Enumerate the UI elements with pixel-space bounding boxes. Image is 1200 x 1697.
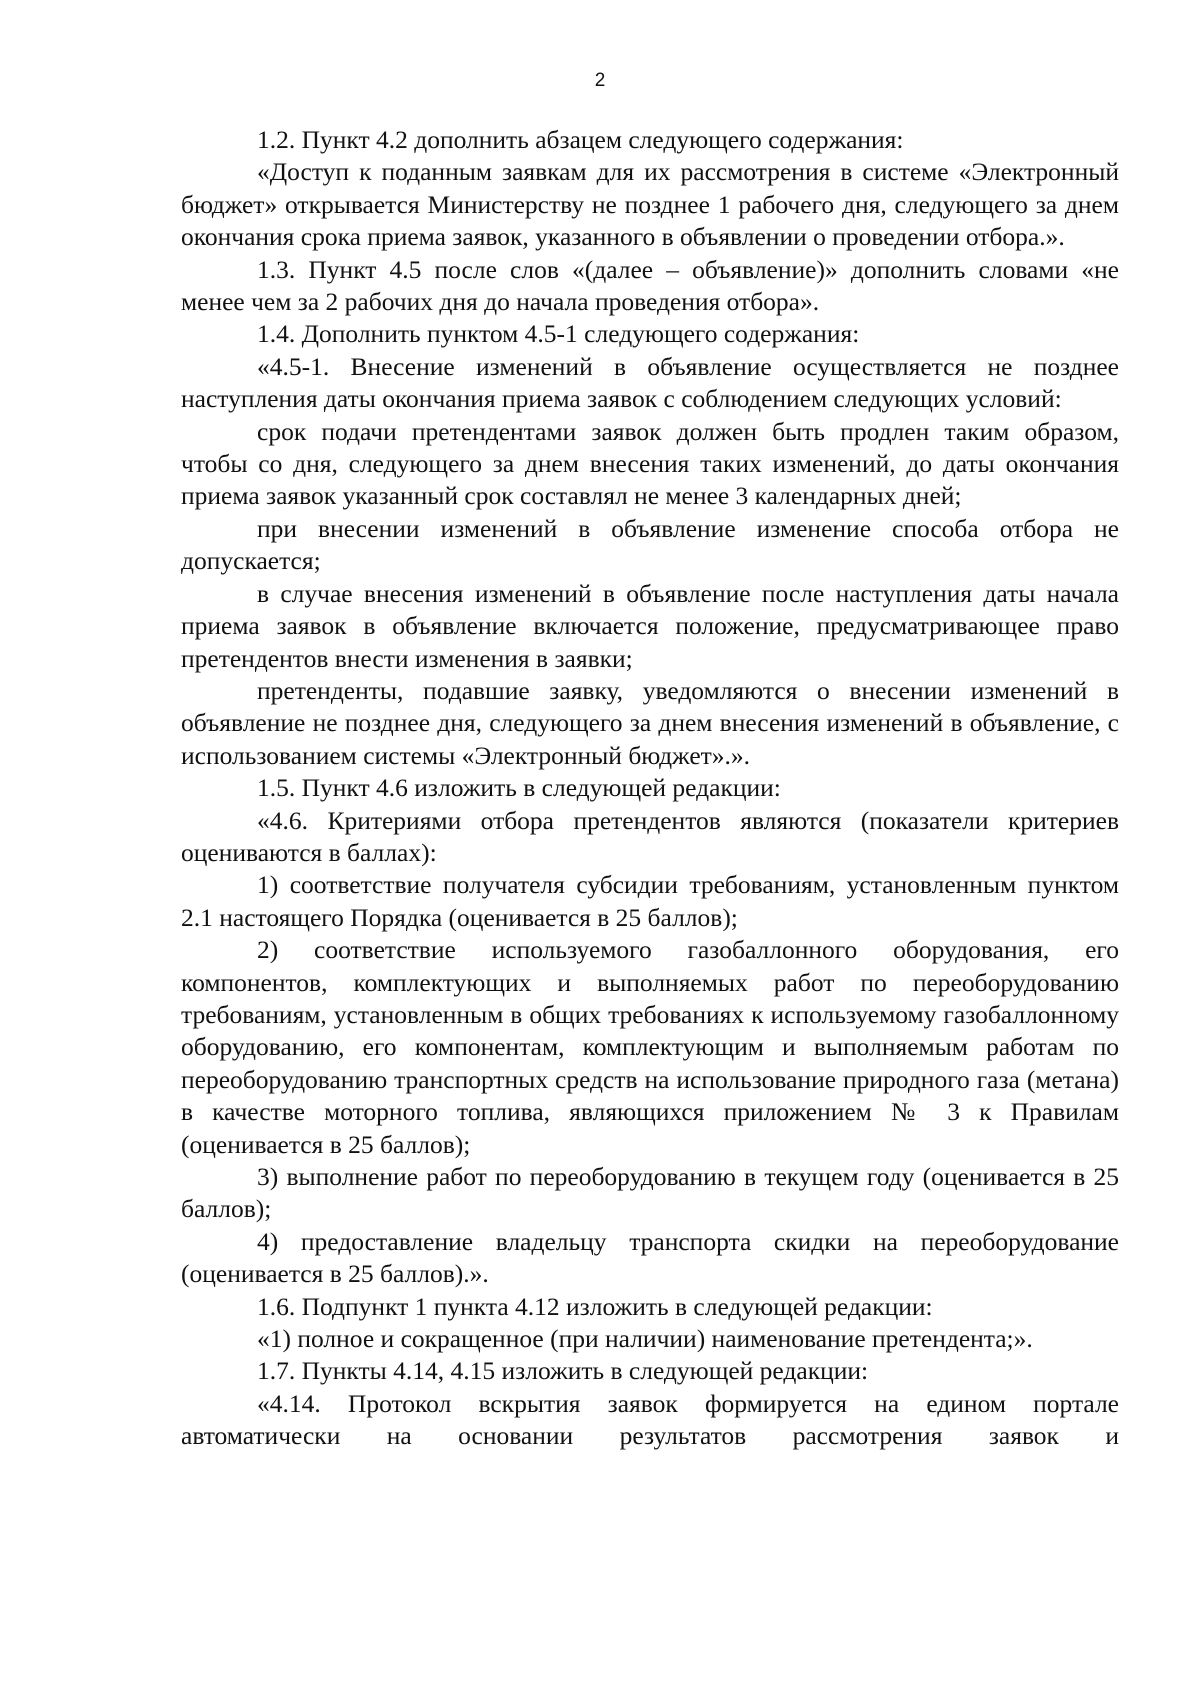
criterion-2: 2) соответствие используемого газобаллонного оборудования, его компонентов, комплектующих и выполняемых работ по переоборудованию требованиям, установленным в общих требованиях к используемому газобаллонному оборудованию, его компонентам, комплектующим и выполняемым работам по переоборудованию транспортных средств на использование природного газа (метана) в качестве моторного топлива, являющихся приложением № 3 к Правилам (оценивается в 25 баллов); [181, 935, 1119, 1159]
page-number: 2 [594, 70, 606, 91]
paragraph-1-6: 1.6. Подпункт 1 пункта 4.12 изложить в следующей редакции: [257, 1291, 933, 1321]
paragraph-deadline-extension: срок подачи претендентами заявок должен быть продлен таким образом, чтобы со дня, следующего за днем внесения таких изменений, до даты окончания приема заявок указанный срок составлял не менее 3 календарных дней; [181, 416, 1119, 511]
paragraph-4-12-1: «1) полное и сокращенное (при наличии) наименование претендента;». [257, 1324, 1033, 1354]
paragraph-1-4: 1.4. Дополнить пунктом 4.5-1 следующего содержания: [257, 319, 860, 349]
paragraph-4-6: «4.6. Критериями отбора претендентов являются (показатели критериев оцениваются в баллах): [181, 805, 1119, 867]
paragraph-changes-after-start: в случае внесения изменений в объявление после наступления даты начала приема заявок в объявление включается положение, предусматривающее право претендентов внести изменения в заявки; [181, 578, 1119, 673]
paragraph-4-14: «4.14. Протокол вскрытия заявок формируется на едином портале автоматически на основании результатов рассмотрения заявок и [181, 1388, 1119, 1451]
paragraph-method-change: при внесении изменений в объявление изменение способа отбора не допускается; [181, 513, 1119, 576]
paragraph-4-2-text: «Доступ к поданным заявкам для их рассмотрения в системе «Электронный бюджет» открывается Министерству не позднее 1 рабочего дня, следующего за днем окончания срока приема заявок, указанного в объявлении о проведении отбора.». [181, 157, 1119, 252]
paragraph-1-7: 1.7. Пункты 4.14, 4.15 изложить в следующей редакции: [257, 1356, 869, 1386]
document-body [181, 124, 1119, 1453]
paragraph-1-3: 1.3. Пункт 4.5 после слов «(далее – объявление)» дополнить словами «не менее чем за 2 рабочих дня до начала проведения отбора». [181, 254, 1119, 317]
paragraph-4-5-1: «4.5-1. Внесение изменений в объявление осуществляется не позднее наступления даты окончания приема заявок с соблюдением следующих условий: [181, 351, 1119, 414]
paragraph-1-5: 1.5. Пункт 4.6 изложить в следующей редакции: [257, 773, 781, 803]
paragraph-applicant-notification: претенденты, подавшие заявку, уведомляются о внесении изменений в объявление не позднее дня, следующего за днем внесения изменений в объявление, с использованием системы «Электронный бюджет».». [181, 675, 1119, 770]
paragraph-1-2: 1.2. Пункт 4.2 дополнить абзацем следующего содержания: [257, 125, 904, 154]
criterion-4: 4) предоставление владельцу транспорта скидки на переоборудование (оценивается в 25 баллов).». [181, 1226, 1119, 1289]
criterion-3: 3) выполнение работ по переоборудованию в текущем году (оценивается в 25 баллов); [181, 1162, 1119, 1224]
criterion-1: 1) соответствие получателя субсидии требованиям, установленным пунктом 2.1 настоящего Порядка (оценивается в 25 баллов); [181, 870, 1119, 932]
